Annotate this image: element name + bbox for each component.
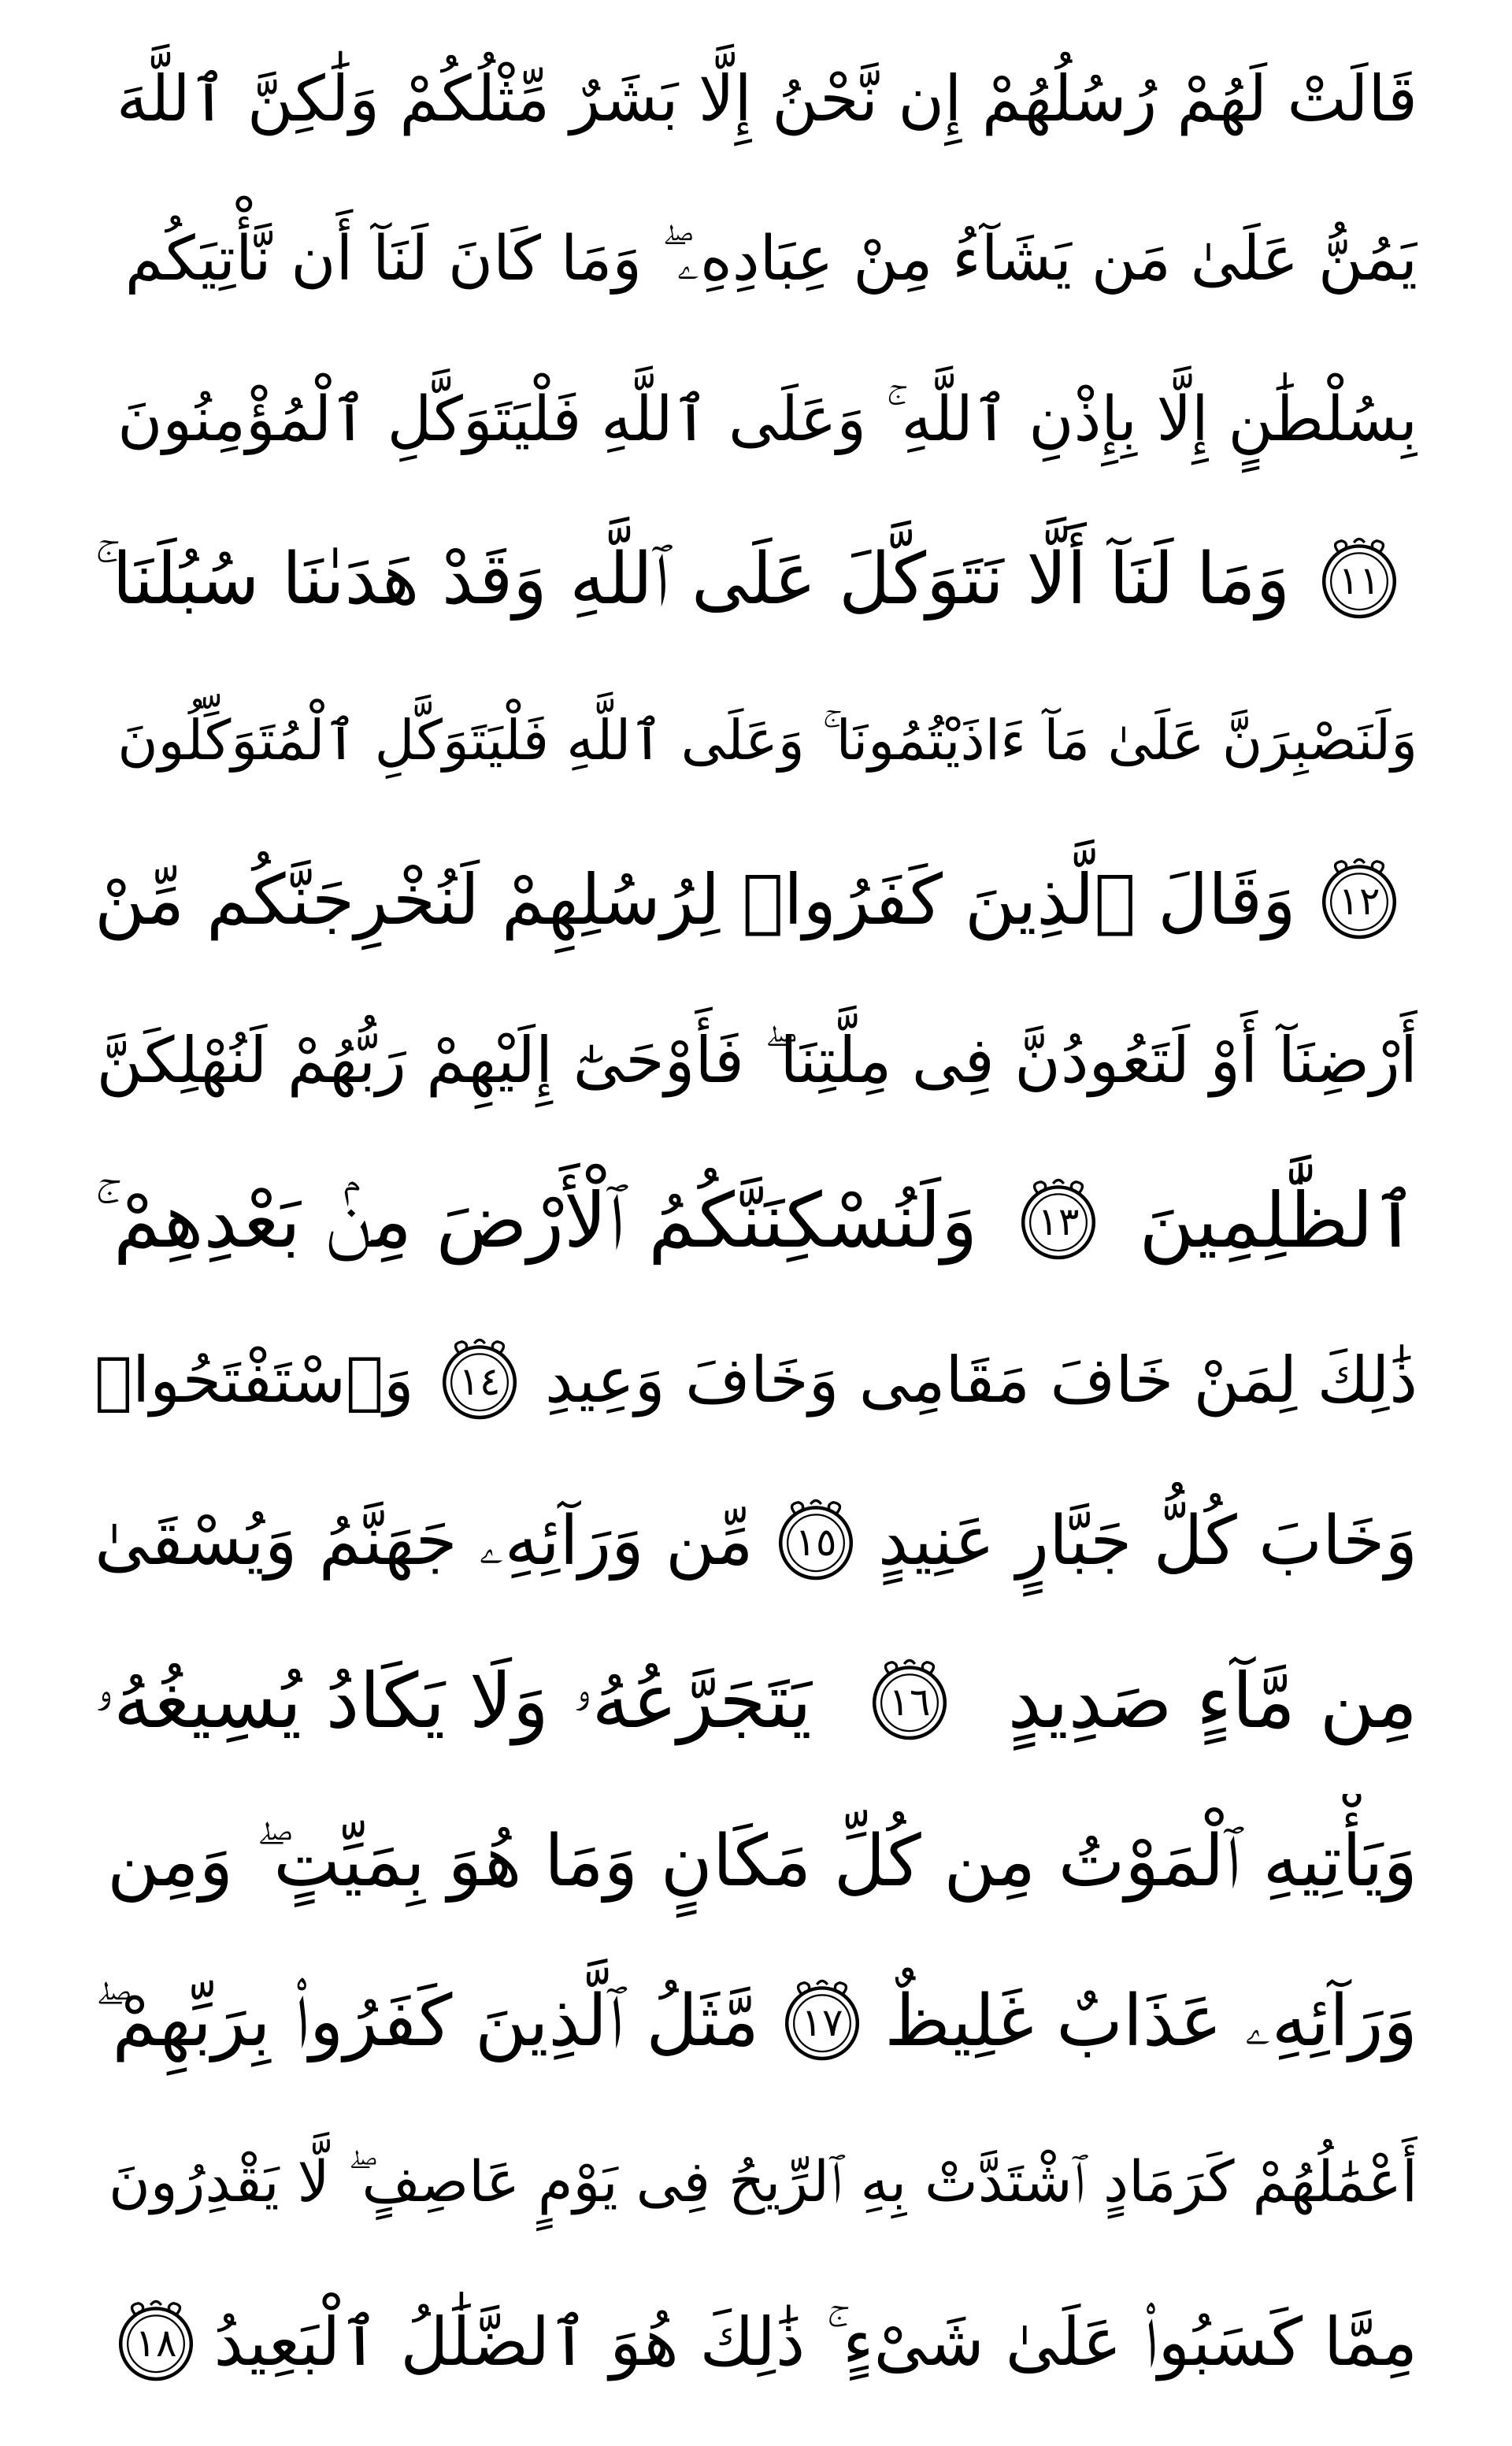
verse-text: أَرْضِنَآ أَوْ لَتَعُودُنَّ فِى مِلَّتِنَا ۖ فَأَوْحَىٰٓ إِلَيْهِمْ رَبُّهُمْ لَنُهْلِكَنَّ [96, 1023, 1418, 1097]
verse-line [94, 1633, 1418, 1769]
verse-text: مِّن وَرَآئِهِۦ جَهَنَّمُ وَيُسْقَىٰ [94, 1501, 754, 1581]
ayah-ornament-icon [1315, 536, 1403, 624]
verse-text: وَلَنُسْكِنَنَّكُمُ ٱلْأَرْضَ مِنۢ بَعْدِهِمْ ۚ [94, 1176, 978, 1265]
verse-text: يَتَجَرَّعُهُۥ وَلَا يَكَادُ يُسِيغُهُۥ [94, 1657, 812, 1746]
verse-line [94, 32, 1418, 167]
ayah-number-marker [772, 1497, 860, 1585]
ayah-number-marker [1014, 1177, 1102, 1265]
ayah-ornament-icon [778, 1977, 866, 2066]
verse-text: بِسُلْطَٰنٍ إِلَّا بِإِذْنِ ٱللَّهِ ۚ وَعَلَى ٱللَّهِ فَلْيَتَوَكَّلِ ٱلْمُؤْمِنُونَ [117, 384, 1418, 455]
verse-text: وَيَأْتِيهِ ٱلْمَوْتُ مِن كُلِّ مَكَانٍ وَمَا هُوَ بِمَيِّتٍ ۖ وَمِن [106, 1819, 1418, 1903]
verse-line [94, 673, 1418, 808]
verse-line [94, 512, 1418, 647]
verse-line [94, 1313, 1418, 1448]
ayah-ornament-icon [865, 1657, 954, 1745]
verse-text: قَالَتْ لَهُمْ رُسُلُهُمْ إِن نَّحْنُ إِلَّا بَشَرٌ مِّثْلُكُمْ وَلَٰكِنَّ ٱللَّهَ [116, 62, 1418, 135]
ayah-number: ١٦ [888, 1679, 931, 1725]
ayah-number-marker [865, 1657, 954, 1745]
ayah-ornament-icon [1315, 856, 1403, 944]
ayah-number: ١٥ [795, 1518, 837, 1565]
verse-text: وَٱسْتَفْتَحُوا۟ [94, 1343, 414, 1418]
verse-line [94, 352, 1418, 487]
verse-text: ذَٰلِكَ لِمَنْ خَافَ مَقَامِى وَخَافَ وَعِيدِ [545, 1343, 1418, 1418]
verse-line [94, 1153, 1418, 1288]
verse-line [94, 1473, 1418, 1609]
ayah-ornament-icon [772, 1497, 860, 1585]
verse-text: وَقَالَ ٱلَّذِينَ كَفَرُوا۟ لِرُسُلِهِمْ لَنُخْرِجَنَّكُم مِّنْ [94, 859, 1296, 941]
ayah-number: ١١ [1338, 558, 1380, 604]
verse-text: أَعْمَٰلُهُمْ كَرَمَادٍ ٱشْتَدَّتْ بِهِ ٱلرِّيحُ فِى يَوْمٍ عَاصِفٍ ۖ لَّا يَقْدِرُونَ [108, 2148, 1418, 2215]
ayah-number-marker [1315, 536, 1403, 624]
verse-line [94, 2114, 1418, 2249]
ayah-number: ١٨ [135, 2319, 176, 2366]
verse-text: مِن مَّآءٍ صَدِيدٍ [1007, 1657, 1418, 1746]
verse-line [94, 2274, 1418, 2410]
verse-text: وَرَآئِهِۦ عَذَابٌ غَلِيظٌ [884, 1980, 1418, 2063]
ayah-number-marker [778, 1977, 866, 2066]
verse-text: وَلَنَصْبِرَنَّ عَلَىٰ مَآ ءَاذَيْتُمُونَا ۚ وَعَلَى ٱللَّهِ فَلْيَتَوَكَّلِ ٱلْمُتَوَكِّلُونَ [117, 707, 1418, 773]
ayah-number-marker [1315, 856, 1403, 944]
ayah-ornament-icon [112, 2298, 200, 2386]
verse-text: يَمُنُّ عَلَىٰ مَن يَشَآءُ مِنْ عِبَادِهِۦ ۖ وَمَا كَانَ لَنَآ أَن نَّأْتِيَكُم [124, 224, 1418, 295]
verse-line [94, 832, 1418, 968]
ayah-number: ١٤ [458, 1358, 501, 1405]
verse-text: مَّثَلُ ٱلَّذِينَ كَفَرُوا۟ بِرَبِّهِمْ ۖ [94, 1980, 759, 2063]
ayah-ornament-icon [1014, 1177, 1102, 1265]
ayah-ornament-icon [435, 1336, 524, 1425]
ayah-number: ١٣ [1037, 1198, 1080, 1244]
verse-text: مِمَّا كَسَبُوا۟ عَلَىٰ شَىْءٍ ۚ ذَٰلِكَ هُوَ ٱلضَّلَٰلُ ٱلْبَعِيدُ [213, 2303, 1418, 2381]
verse-lines [94, 32, 1418, 2410]
ayah-number: ١٧ [801, 1999, 843, 2046]
ayah-number-marker [435, 1336, 524, 1425]
verse-line [94, 1954, 1418, 2089]
verse-line [94, 993, 1418, 1128]
ayah-number-marker [112, 2298, 200, 2386]
verse-line [94, 1794, 1418, 1929]
verse-line [94, 191, 1418, 327]
ayah-number: ١٢ [1338, 878, 1380, 925]
verse-text: وَخَابَ كُلُّ جَبَّارٍ عَنِيدٍ [877, 1501, 1418, 1581]
verse-text: ٱلظَّٰلِمِينَ [1139, 1176, 1418, 1265]
verse-text: وَمَا لَنَآ أَلَّا نَتَوَكَّلَ عَلَى ٱللَّهِ وَقَدْ هَدَىٰنَا سُبُلَنَا ۚ [94, 538, 1291, 621]
